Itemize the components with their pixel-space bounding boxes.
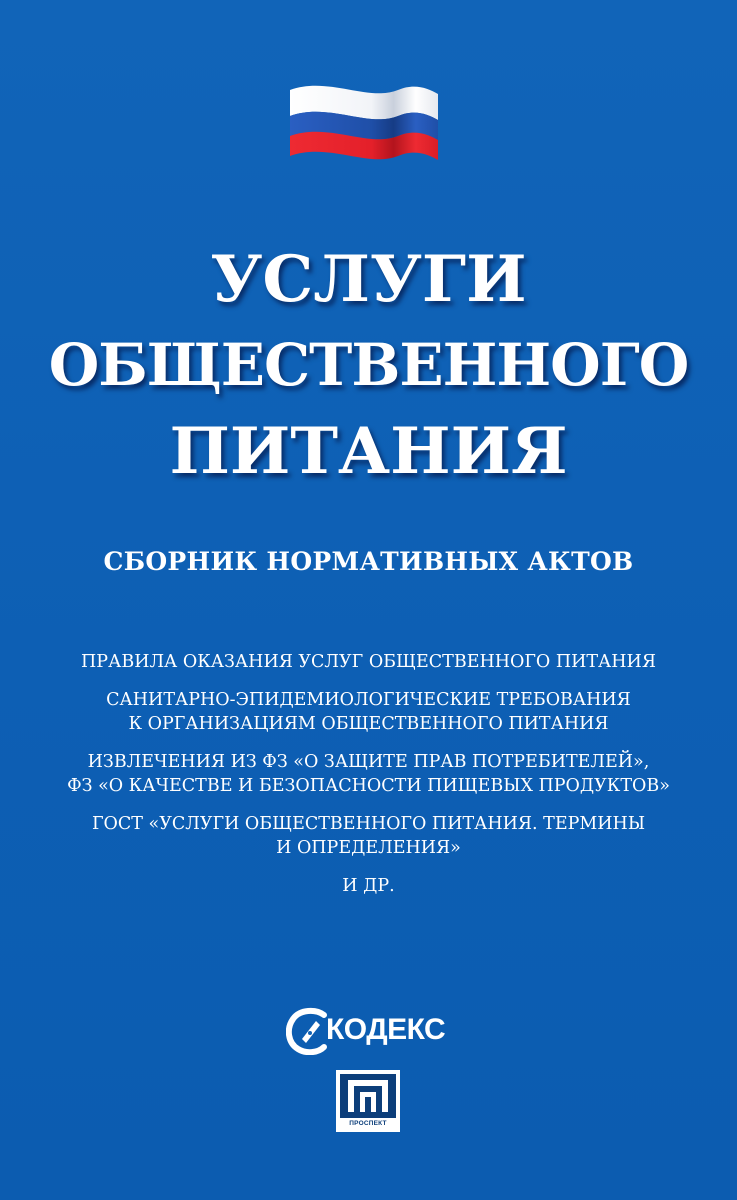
contents-line: И ОПРЕДЕЛЕНИЯ»: [276, 838, 461, 858]
cover-title-line-1: УСЛУГИ: [210, 242, 527, 317]
contents-line: К ОРГАНИЗАЦИЯМ ОБЩЕСТВЕННОГО ПИТАНИЯ: [128, 714, 609, 734]
contents-line: ИЗВЛЕЧЕНИЯ ИЗ ФЗ «О ЗАЩИТЕ ПРАВ ПОТРЕБИТЕЛЕЙ»,: [87, 752, 650, 772]
contents-list: [0, 650, 737, 912]
russian-flag-icon: [288, 80, 444, 166]
contents-line: САНИТАРНО-ЭПИДЕМИОЛОГИЧЕСКИЕ ТРЕБОВАНИЯ: [106, 690, 631, 710]
contents-item: [0, 750, 737, 798]
prospekt-logo: [336, 1070, 400, 1132]
kodeks-wordmark: КОДЕКС: [326, 1013, 446, 1046]
contents-line: ГОСТ «УСЛУГИ ОБЩЕСТВЕННОГО ПИТАНИЯ. ТЕРМИНЫ: [91, 814, 646, 834]
contents-item: [0, 874, 737, 898]
contents-item: [0, 688, 737, 736]
cover-subtitle: СБОРНИК НОРМАТИВНЫХ АКТОВ: [103, 547, 634, 576]
contents-line: ПРАВИЛА ОКАЗАНИЯ УСЛУГ ОБЩЕСТВЕННОГО ПИТАНИЯ: [81, 652, 656, 672]
contents-line: ФЗ «О КАЧЕСТВЕ И БЕЗОПАСНОСТИ ПИЩЕВЫХ ПРОДУКТОВ»: [67, 776, 670, 796]
contents-line: И ДР.: [342, 876, 395, 896]
contents-item: [0, 650, 737, 674]
cover-title-line-2: ОБЩЕСТВЕННОГО: [48, 331, 689, 399]
contents-item: [0, 812, 737, 860]
kodeks-pen-icon: [286, 1007, 330, 1055]
cover-title-line-3: ПИТАНИЯ: [169, 414, 568, 489]
prospekt-wordmark: ПРОСПЕКТ: [349, 1120, 387, 1127]
kodeks-logo: [286, 1007, 456, 1055]
